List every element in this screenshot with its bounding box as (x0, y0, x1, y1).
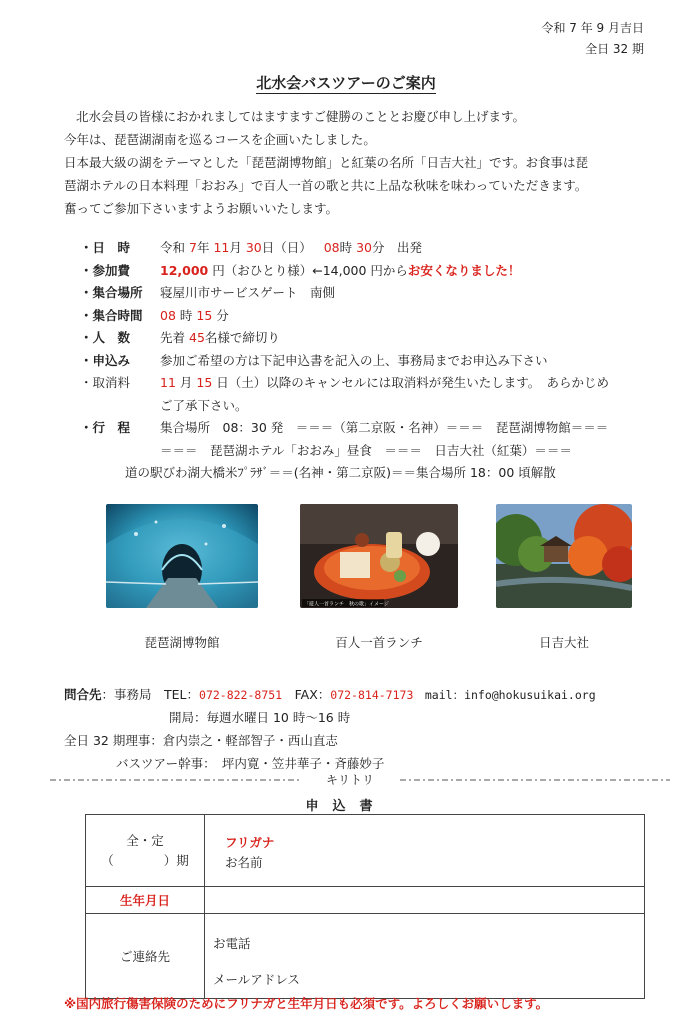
contact-info: 問合先：事務局 TEL：072-822-8751 FAX：072-814-7173 mail：info@hokusuikai.org 開局：毎週水曜日 10 時～16 時 全日 32 期理事：倉内崇之・軽部智子・西山直志 バスツアー幹事： 坪内寛・笠井華子・斉藤妙子 (64, 683, 674, 775)
office-hours: 開局：毎週水曜日 10 時～16 時 (169, 710, 351, 725)
intro-line: 奮ってご参加下さいますようお願いいたします。 (64, 201, 339, 216)
intro-text (64, 105, 664, 220)
detail-itinerary: ・行 程 集合場所 08：30 発 ＝＝＝（第二京阪・名神）＝＝＝ 琵琶湖博物館＝＝＝ (80, 420, 609, 435)
name-label: お名前 (225, 855, 263, 870)
directors: 全日 32 期理事：倉内崇之・軽部智子・西山直志 (64, 733, 338, 748)
tour-managers: バスツアー幹事： 坪内寛・笠井華子・斉藤妙子 (116, 756, 385, 771)
contact-cell[interactable] (205, 914, 645, 999)
photo-caption: 琵琶湖博物館 (144, 635, 220, 650)
photo-biwako-museum (106, 504, 258, 608)
contact-label-cell: ご連絡先 (86, 914, 205, 999)
detail-time: ・集合時間 08 時 15 分 (80, 307, 229, 323)
email-label: メールアドレス (213, 972, 300, 987)
lunch-image (300, 504, 458, 608)
contact-tel[interactable]: 072-822-8751 (199, 688, 283, 702)
name-cell[interactable] (205, 815, 645, 887)
photo-caption: 日吉大社 (538, 635, 589, 650)
fee-amount: 12,000 (160, 262, 209, 278)
detail-itinerary-cont: ＝＝＝ 琵琶湖ホテル「おおみ」昼食 ＝＝＝ 日吉大社（紅葉）＝＝＝ (160, 442, 572, 458)
photo-caption: 百人一首ランチ (335, 635, 423, 650)
discount-highlight: お安くなりました！ (407, 262, 521, 278)
detail-date: ・日 時 令和 7年 11月 30日（日） 08時 30分 出発 (80, 240, 423, 255)
page-title: 北水会バスツアーのご案内 (256, 74, 436, 92)
tour-details (80, 237, 670, 485)
aquarium-tunnel-image (106, 504, 258, 608)
cut-line (50, 772, 670, 788)
cut-label: キリトリ (325, 773, 374, 787)
phone-label: お電話 (213, 936, 251, 951)
contact-mail[interactable]: mail：info@hokusuikai.org (413, 688, 596, 702)
intro-line: 今年は、琵琶湖湖南を巡るコースを企画いたしました。 (64, 132, 376, 147)
photo-hiyoshi-taisha (496, 504, 632, 608)
photo-lunch (300, 504, 458, 608)
detail-people: ・人 数 先着 45名様で締切り (80, 330, 280, 345)
birth-label: 生年月日 (86, 887, 205, 914)
detail-place: ・集合場所 寝屋川市サービスゲート 南側 (80, 285, 336, 300)
detail-itinerary-cont: 道の駅びわ湖大橋米ﾌﾟﾗｻﾞ＝＝(名神・第二京阪)＝＝集合場所 18：00 頃解散 (125, 465, 556, 480)
birth-cell[interactable] (205, 887, 645, 914)
lunch-image-tag: 「遊人一首ランチ 秋の歌」イメージ (304, 601, 389, 608)
furigana-label: フリガナ (225, 835, 275, 850)
autumn-shrine-image (496, 504, 632, 608)
detail-cancel-cont: ご了承下さい。 (160, 397, 248, 413)
insurance-note: ※国内旅行傷害保険のためにフリナガと生年月日も必須です。よろしくお願いします。 (64, 996, 549, 1011)
detail-fee: ・参加費 12,000 円（おひとり様）←14,000 円からお安くなりました！ (80, 262, 521, 278)
contact-label: 問合先 (64, 687, 102, 702)
intro-line: 琶湖ホテルの日本料理「おおみ」で百人一首の歌と共に上品な秋味を味わっていただきます。 (64, 178, 588, 193)
intro-line: 日本最大級の湖をテーマとした「琵琶湖博物館」と紅葉の名所「日吉大社」です。お食事は琵 (64, 155, 589, 170)
form-title: 申込書 (305, 799, 387, 814)
detail-cancel: ・取消料 11 月 15 日（土）以降のキャンセルには取消料が発生いたします。 あらかじめ (80, 375, 610, 390)
issue-date: 令和 7 年 9 月吉日 (541, 21, 644, 35)
issuer-org: 全日 32 期 (585, 42, 644, 56)
detail-apply: ・申込み 参加ご希望の方は下記申込書を記入の上、事務局までお申込み下さい (80, 352, 548, 368)
application-form (85, 814, 645, 999)
grade-cell: 全・定 （ ）期 (86, 815, 205, 887)
intro-line: 北水会員の皆様におかれましてはますますご健勝のこととお慶び申し上げます。 (76, 109, 526, 124)
contact-fax[interactable]: 072-814-7173 (330, 688, 414, 702)
issue-date-block (541, 18, 644, 60)
